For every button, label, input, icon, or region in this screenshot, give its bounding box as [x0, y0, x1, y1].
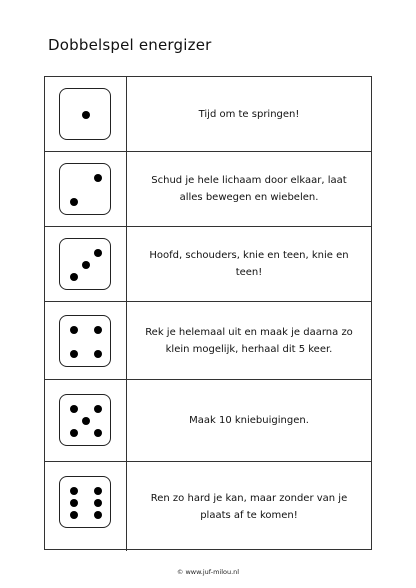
die-pip	[70, 487, 78, 495]
die-pip	[70, 273, 78, 281]
die-cell	[45, 77, 127, 151]
die-pip	[94, 405, 102, 413]
die-pip	[94, 350, 102, 358]
table-row	[45, 152, 371, 227]
die-pip	[82, 417, 90, 425]
die-face-6-icon	[59, 476, 111, 528]
action-text: Tijd om te springen!	[198, 108, 300, 120]
table-row	[45, 462, 371, 551]
die-pip	[70, 198, 78, 206]
die-face-3-icon	[59, 238, 111, 290]
die-pip	[94, 487, 102, 495]
die-pip	[82, 261, 90, 269]
die-pip	[94, 499, 102, 507]
die-face-2-icon	[59, 163, 111, 215]
page-title: Dobbelspel energizer	[48, 36, 212, 54]
die-pip	[82, 111, 90, 119]
die-pip	[70, 499, 78, 507]
action-text: Schud je hele lichaam door elkaar, laat alles bewegen en wiebelen.	[151, 175, 347, 203]
action-text: Maak 10 kniebuigingen.	[189, 415, 309, 426]
die-pip	[94, 249, 102, 257]
action-text: Rek je helemaal uit en maak je daarna zo klein mogelijk, herhaal dit 5 keer.	[145, 326, 353, 355]
die-cell	[45, 227, 127, 301]
die-pip	[94, 511, 102, 519]
die-pip	[94, 326, 102, 334]
die-face-1-icon	[59, 88, 111, 140]
die-pip	[70, 350, 78, 358]
action-text: Ren zo hard je kan, maar zonder van je plaats af te komen!	[150, 492, 348, 521]
table-row	[45, 302, 371, 380]
die-cell	[45, 302, 127, 379]
die-face-5-icon	[59, 394, 111, 446]
table-row	[45, 380, 371, 462]
die-face-4-icon	[59, 315, 111, 367]
die-cell	[45, 380, 127, 461]
die-pip	[70, 405, 78, 413]
dice-table	[44, 76, 372, 550]
die-pip	[94, 174, 102, 182]
footer-copyright: © www.juf-milou.nl	[176, 568, 240, 576]
die-pip	[70, 429, 78, 437]
die-pip	[70, 326, 78, 334]
die-cell	[45, 462, 127, 551]
die-pip	[94, 429, 102, 437]
table-row	[45, 77, 371, 152]
die-cell	[45, 152, 127, 226]
die-pip	[70, 511, 78, 519]
action-text: Hoofd, schouders, knie en teen, knie en teen!	[149, 250, 349, 278]
table-row	[45, 227, 371, 302]
